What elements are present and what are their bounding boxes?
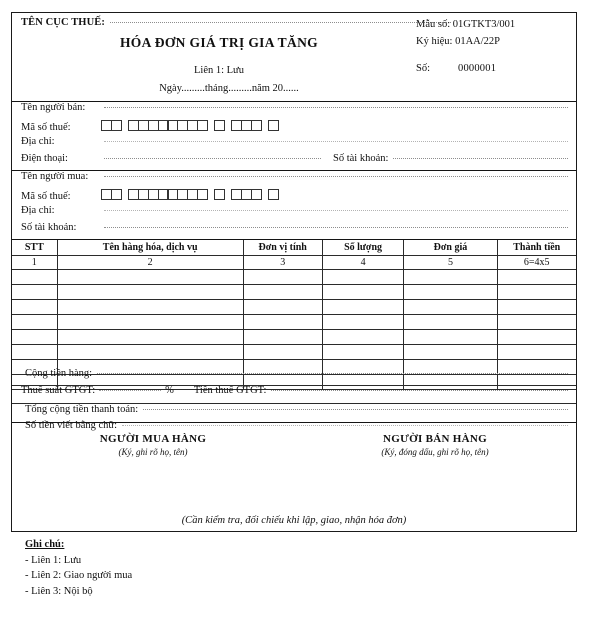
table-cell[interactable] xyxy=(404,315,497,330)
col-header-stt: STT xyxy=(12,240,57,256)
table-cell[interactable] xyxy=(57,330,243,345)
buyer-name-row xyxy=(12,171,576,188)
subtotal-label: Cộng tiền hàng: xyxy=(25,368,93,379)
vat-rate-label: Thuế suất GTGT: xyxy=(21,385,96,396)
form-number: Mẫu số: 01GTKT3/001 xyxy=(416,19,516,30)
vat-rate-input[interactable] xyxy=(99,383,161,391)
table-cell[interactable] xyxy=(322,285,404,300)
table-cell[interactable] xyxy=(12,300,57,315)
col-number-4: 4 xyxy=(322,256,404,270)
table-cell[interactable] xyxy=(322,330,404,345)
page-title: HÓA ĐƠN GIÁ TRỊ GIA TĂNG xyxy=(119,35,319,50)
table-cell[interactable] xyxy=(243,300,322,315)
taxcode-cell[interactable] xyxy=(268,120,279,131)
table-cell[interactable] xyxy=(12,285,57,300)
taxcode-group-3[interactable] xyxy=(214,120,224,131)
tax-department-label: TÊN CỤC THUẾ: xyxy=(21,17,105,28)
seller-taxcode-label: Mã số thuế: xyxy=(21,122,71,133)
col-header-amount: Thành tiền xyxy=(497,240,576,256)
table-cell[interactable] xyxy=(404,330,497,345)
table-cell[interactable] xyxy=(497,270,576,285)
table-row[interactable] xyxy=(12,285,576,300)
buyer-address-label: Địa chỉ: xyxy=(21,205,55,216)
tax-department-input[interactable] xyxy=(110,15,451,23)
table-cell[interactable] xyxy=(404,285,497,300)
totals-section xyxy=(12,368,576,436)
table-cell[interactable] xyxy=(57,345,243,360)
verify-note: (Cần kiểm tra, đối chiếu khi lập, giao, nhận hóa đơn) xyxy=(181,515,407,526)
taxcode-cell[interactable] xyxy=(111,189,122,200)
taxcode-group-4[interactable] xyxy=(231,120,261,131)
seller-section xyxy=(12,102,576,170)
taxcode-cell[interactable] xyxy=(214,189,225,200)
table-cell[interactable] xyxy=(404,300,497,315)
taxcode-group-1[interactable] xyxy=(101,189,121,200)
buyer-signature-block xyxy=(12,433,294,457)
invoice-symbol: Ký hiệu: 01AA/22P xyxy=(416,36,500,47)
taxcode-group-2[interactable] xyxy=(128,189,207,200)
col-header-unitprice: Đơn giá xyxy=(404,240,497,256)
amount-in-words-label: Số tiền viết bằng chữ: xyxy=(25,420,118,431)
footer-note-line: - Liên 2: Giao người mua xyxy=(25,570,133,581)
table-cell[interactable] xyxy=(12,345,57,360)
percent-sign: % xyxy=(165,385,174,396)
vat-amount-input[interactable] xyxy=(271,383,568,391)
vat-row xyxy=(12,385,576,401)
buyer-name-input[interactable] xyxy=(104,169,568,177)
table-cell[interactable] xyxy=(57,315,243,330)
table-cell[interactable] xyxy=(57,270,243,285)
table-cell[interactable] xyxy=(322,345,404,360)
buyer-address-input[interactable] xyxy=(104,203,568,211)
table-cell[interactable] xyxy=(12,330,57,345)
taxcode-cell[interactable] xyxy=(197,189,208,200)
date-line[interactable]: Ngày.........tháng.........năm 20...... xyxy=(159,83,299,94)
table-row[interactable] xyxy=(12,300,576,315)
seller-address-input[interactable] xyxy=(104,134,568,142)
table-row[interactable] xyxy=(12,345,576,360)
buyer-account-input[interactable] xyxy=(104,220,568,228)
buyer-name-label: Tên người mua: xyxy=(21,171,89,182)
taxcode-cell[interactable] xyxy=(214,120,225,131)
seller-name-input[interactable] xyxy=(104,100,568,108)
buyer-taxcode-boxes[interactable] xyxy=(101,189,278,200)
table-cell[interactable] xyxy=(243,285,322,300)
buyer-signature-subtitle: (Ký, ghi rõ họ, tên) xyxy=(118,447,188,457)
seller-account-input[interactable] xyxy=(393,151,568,159)
table-cell[interactable] xyxy=(497,300,576,315)
grand-total-label: Tổng cộng tiền thanh toán: xyxy=(25,404,139,415)
table-row[interactable] xyxy=(12,330,576,345)
signature-section xyxy=(12,433,576,457)
col-number-5: 5 xyxy=(404,256,497,270)
invoice-serial-label: Số: xyxy=(416,63,431,74)
taxcode-cell[interactable] xyxy=(111,120,122,131)
subtotal-input[interactable] xyxy=(97,366,568,374)
table-header-row xyxy=(12,240,576,256)
taxcode-cell[interactable] xyxy=(268,189,279,200)
table-cell[interactable] xyxy=(322,315,404,330)
grand-total-input[interactable] xyxy=(143,402,568,410)
taxcode-group-5[interactable] xyxy=(268,189,278,200)
footer-notes xyxy=(25,537,132,599)
buyer-section xyxy=(12,171,576,239)
table-cell[interactable] xyxy=(12,315,57,330)
col-number-3: 3 xyxy=(243,256,322,270)
seller-signature-title: NGƯỜI BÁN HÀNG xyxy=(382,433,488,445)
invoice-serial-value: 0000001 xyxy=(458,63,497,74)
table-cell[interactable] xyxy=(404,270,497,285)
table-cell[interactable] xyxy=(243,330,322,345)
tax-department-row xyxy=(21,17,451,28)
table-cell[interactable] xyxy=(57,300,243,315)
table-cell[interactable] xyxy=(322,300,404,315)
table-cell[interactable] xyxy=(57,285,243,300)
taxcode-group-3[interactable] xyxy=(214,189,224,200)
copy-line: Liên 1: Lưu xyxy=(193,65,244,76)
buyer-account-row xyxy=(12,222,576,239)
taxcode-cell[interactable] xyxy=(197,120,208,131)
col-header-unit: Đơn vị tính xyxy=(243,240,322,256)
table-cell[interactable] xyxy=(497,345,576,360)
table-cell[interactable] xyxy=(497,315,576,330)
taxcode-cell[interactable] xyxy=(251,189,262,200)
seller-name-row xyxy=(12,102,576,119)
table-cell[interactable] xyxy=(243,345,322,360)
table-cell[interactable] xyxy=(322,270,404,285)
seller-taxcode-boxes[interactable] xyxy=(101,120,278,131)
buyer-taxcode-label: Mã số thuế: xyxy=(21,191,71,202)
seller-account-label: Số tài khoản: xyxy=(333,153,389,164)
seller-phone-label: Điện thoại: xyxy=(21,153,68,164)
table-row[interactable] xyxy=(12,315,576,330)
invoice-document xyxy=(11,12,577,532)
table-cell[interactable] xyxy=(243,270,322,285)
footer-note-line: - Liên 3: Nội bộ xyxy=(25,585,93,597)
footer-note-line: - Liên 1: Lưu xyxy=(25,554,82,566)
invoice-header xyxy=(12,13,576,101)
seller-name-label: Tên người bán: xyxy=(21,102,86,113)
taxcode-group-4[interactable] xyxy=(231,189,261,200)
table-row[interactable] xyxy=(12,270,576,285)
col-number-6: 6=4x5 xyxy=(497,256,576,270)
seller-address-label: Địa chỉ: xyxy=(21,136,55,147)
buyer-signature-title: NGƯỜI MUA HÀNG xyxy=(99,433,207,445)
table-cell[interactable] xyxy=(497,330,576,345)
footer-notes-title: Ghi chú: xyxy=(25,539,65,550)
taxcode-cell[interactable] xyxy=(251,120,262,131)
table-cell[interactable] xyxy=(404,345,497,360)
invoice-meta xyxy=(416,16,568,50)
invoice-serial-row xyxy=(416,63,568,74)
table-cell[interactable] xyxy=(12,270,57,285)
subtotal-row xyxy=(12,368,576,384)
seller-signature-block xyxy=(294,433,576,457)
column-number-row xyxy=(12,256,576,270)
buyer-account-label: Số tài khoản: xyxy=(21,222,77,233)
col-header-quantity: Số lượng xyxy=(322,240,404,256)
taxcode-group-2[interactable] xyxy=(128,120,207,131)
vat-amount-label: Tiền thuế GTGT: xyxy=(193,385,267,396)
seller-contact-row xyxy=(12,153,576,170)
taxcode-group-1[interactable] xyxy=(101,120,121,131)
divider-signatures xyxy=(12,422,576,423)
seller-phone-input[interactable] xyxy=(104,151,321,159)
taxcode-group-5[interactable] xyxy=(268,120,278,131)
table-cell[interactable] xyxy=(243,315,322,330)
table-cell[interactable] xyxy=(497,285,576,300)
seller-signature-subtitle: (Ký, đóng dấu, ghi rõ họ, tên) xyxy=(381,447,489,457)
col-number-1: 1 xyxy=(12,256,57,270)
col-number-2: 2 xyxy=(57,256,243,270)
col-header-goods: Tên hàng hóa, dịch vụ xyxy=(57,240,243,256)
